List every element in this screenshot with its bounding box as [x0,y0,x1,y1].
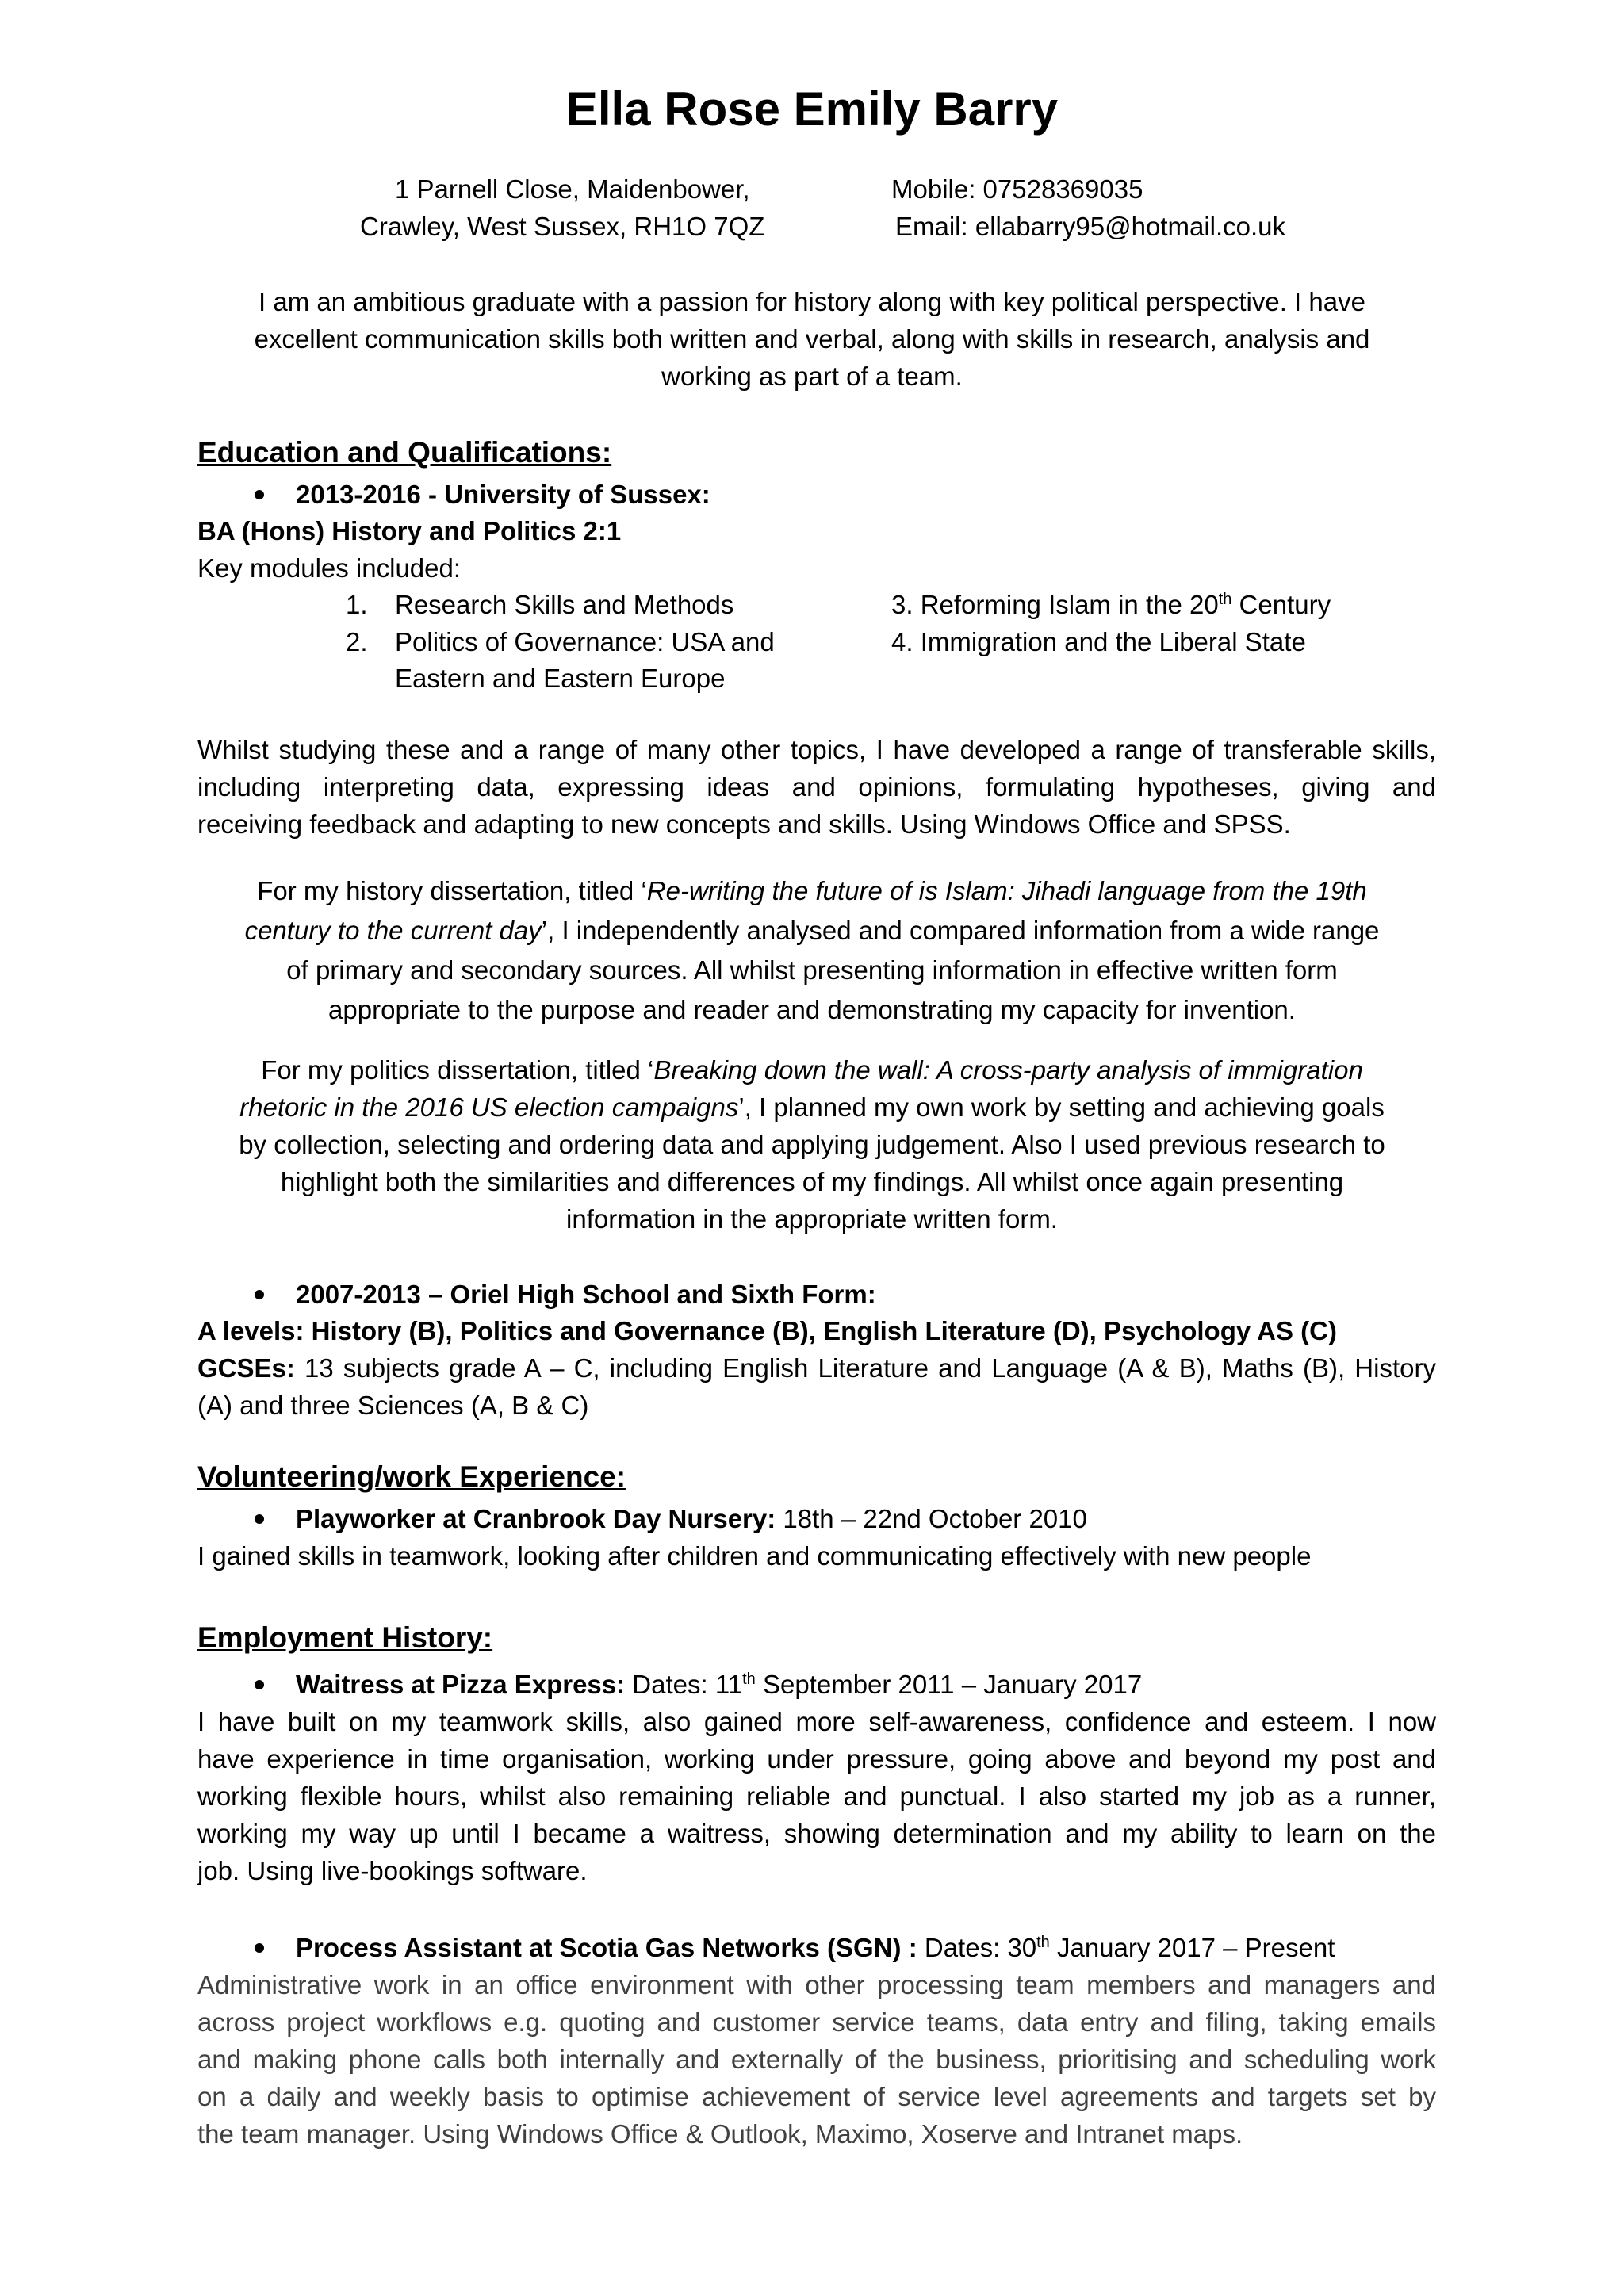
paragraph-line: have experience in time organisation, working under pressure, going above and beyond my post and [197,1744,1436,1774]
bullet-icon [255,1943,264,1953]
mobile: Mobile: 07528369035 [891,174,1143,204]
bullet-icon [255,1290,264,1299]
history-dissertation [0,871,1624,1030]
bullet-icon [255,490,264,499]
module-4: 4. Immigration and the Liberal State [891,627,1306,656]
paragraph-line: on a daily and weekly basis to optimise achievement of service level agreements and targets set by [197,2082,1436,2111]
job-1-role: Waitress at Pizza Express: [296,1670,626,1699]
paragraph-line: appropriate to the purpose and reader and demonstrating my capacity for invention. [328,995,1296,1024]
paragraph-line: highlight both the similarities and differences of my findings. All whilst once again presenting [280,1167,1344,1196]
module-1-number: 1. [346,590,368,619]
paragraph-line: For my politics dissertation, titled ‘Breaking down the wall: A cross-party analysis of immigration [261,1055,1363,1085]
volunteering-dates: 18th – 22nd October 2010 [776,1504,1087,1533]
degree: BA (Hons) History and Politics 2:1 [197,516,622,545]
module-3: 3. Reforming Islam in the 20th Century [891,590,1331,619]
volunteering-heading: Volunteering/work Experience: [197,1460,626,1493]
candidate-name: Ella Rose Emily Barry [565,82,1059,136]
paragraph-line: by collection, selecting and ordering data and applying judgement. Also I used previous research to [239,1130,1385,1159]
paragraph-line: and making phone calls both internally and externally of the business, prioritising and scheduling work [197,2045,1436,2074]
paragraph-line: receiving feedback and adapting to new concepts and skills. Using Windows Office and SPSS. [197,809,1291,839]
job-2-role: Process Assistant at Scotia Gas Networks (SGN) : [296,1933,917,1962]
paragraph-line: the team manager. Using Windows Office & Outlook, Maximo, Xoserve and Intranet maps. [197,2119,1243,2149]
module-2-number: 2. [346,627,368,656]
summary-line: excellent communication skills both written and verbal, along with skills in research, analysis and [254,324,1370,354]
paragraph-line: information in the appropriate written form. [566,1204,1058,1234]
paragraph-line: For my history dissertation, titled ‘Re-writing the future of is Islam: Jihadi language from the 19th [257,876,1367,905]
paragraph-line: job. Using live-bookings software. [197,1856,588,1885]
module-2-line-1: Politics of Governance: USA and [395,627,775,656]
a-levels: A levels: History (B), Politics and Governance (B), English Literature (D), Psychology AS (C) [197,1316,1337,1345]
module-1: Research Skills and Methods [395,590,734,619]
summary-line: I am an ambitious graduate with a passion for history along with key political perspective. I have [259,287,1365,316]
uni-title: 2013-2016 - University of Sussex: [296,480,710,509]
paragraph-line: across project workflows e.g. quoting and customer service teams, data entry and filing, taking emails [197,2007,1436,2037]
job-2-desc [197,1966,1436,2152]
paragraph-line: GCSEs: 13 subjects grade A – C, including English Literature and Language (A & B), Maths (B), History [197,1353,1436,1383]
paragraph-line: Administrative work in an office environment with other processing team members and managers and [197,1970,1436,1999]
gcses [197,1349,1436,1424]
paragraph-line: Whilst studying these and a range of many other topics, I have developed a range of transferable skills, [197,735,1436,764]
volunteering-desc: I gained skills in teamwork, looking after children and communicating effectively with new people [197,1541,1312,1571]
module-2-line-2: Eastern and Eastern Europe [395,664,726,693]
paragraph-line: of primary and secondary sources. All whilst presenting information in effective written form [286,955,1338,985]
job-1-desc [197,1703,1436,1889]
address-line-2: Crawley, West Sussex, RH1O 7QZ [360,212,765,241]
paragraph-line: working my way up until I became a waitress, showing determination and my ability to learn on the [197,1819,1436,1848]
email: Email: ellabarry95@hotmail.co.uk [895,212,1286,241]
address-line-1: 1 Parnell Close, Maidenbower, [395,174,750,204]
school-title: 2007-2013 – Oriel High School and Sixth Form: [296,1280,876,1309]
education-heading: Education and Qualifications: [197,436,612,469]
bullet-icon [255,1514,264,1524]
employment-heading: Employment History: [197,1621,493,1654]
summary [0,283,1624,395]
paragraph-line: including interpreting data, expressing ideas and opinions, formulating hypotheses, giving and [197,772,1436,802]
paragraph-line: (A) and three Sciences (A, B & C) [197,1391,589,1420]
summary-line: working as part of a team. [661,362,963,391]
bullet-icon [255,1680,264,1689]
volunteering-role: Playworker at Cranbrook Day Nursery: [296,1504,776,1533]
paragraph-line: century to the current day’, I independently analysed and compared information from a wide range [244,916,1380,945]
paragraph-line: I have built on my teamwork skills, also gained more self-awareness, confidence and esteem. I now [197,1707,1436,1736]
skills-paragraph [197,731,1436,843]
modules-intro: Key modules included: [197,553,462,583]
paragraph-line: working flexible hours, whilst also remaining reliable and punctual. I also started my job as a runner, [197,1781,1436,1811]
cv-page: Ella Rose Emily Barry 1 Parnell Close, Maidenbower, Crawley, West Sussex, RH1O 7QZ Mobile: 07528369035 Email: ellabarry95@hotmail.co.uk I am an ambitious graduate with a passion for history along with key political perspective. I have excellent communication skills both written and verbal, along with skills in research, analysis and working as part of a team. Education and Qualifications: 2013-2016 - University of Sussex: BA (Hons) History and Politics 2:1 Key modules included: 1. Research Skills and Methods 2. Politics of Governance: USA and Eastern and Eastern Europe 3. Reforming Islam in the 20th Century 4. Immigration and the Liberal State Whilst studying these and a range of many other topics, I have developed a range of transferable skills, including interpreting data, expressing ideas and opinions, formulating hypotheses, giving and receiving feedback and adapting to new concepts and skills. Using Windows Office and SPSS. For my history dissertation, titled ‘Re-writing the future of is Islam: Jihadi language from the 19th century to the current day’, I independently analysed and compared information from a wide range of primary and secondary sources. All whilst presenting information in effective written form appropriate to the purpose and reader and demonstrating my capacity for invention. For my politics dissertation, titled ‘Breaking down the wall: A cross-party analysis of immigration rhetoric in the 2016 US election campaigns’, I planned my own work by setting and achieving goals by collection, selecting and ordering data and applying judgement. Also I used previous research to highlight both the similarities and differences of my findings. All whilst once again presenting information in the appropriate written form. 2007-2013 – Oriel High School and Sixth Form: A levels: History (B), Politics and Governance (B), English Literature (D), Psychology AS (C) GCSEs: 13 subjects grade A – C, including English Literature and Language (A & B), Maths (B), History (A) and three Sciences (A, B & C) Volunteering/work Experience: Playworker at Cranbrook Day Nursery: 18th – 22nd October 2010 I gained skills in teamwork, looking after children and communicating effectively with new people Employment History: Waitress at Pizza Express: Dates: 11th September 2011 – January 2017 I have built on my teamwork skills, also gained more self-awareness, confidence and esteem. I now have experience in time organisation, working under pressure, going above and beyond my post and working flexible hours, whilst also remaining reliable and punctual. I also started my job as a runner, working my way up until I became a waitress, showing determination and my ability to learn on the job. Using live-bookings software. Process Assistant at Scotia Gas Networks (SGN) : Dates: 30th January 2017 – Present Administrative work in an office environment with other processing team members and managers and across project workflows e.g. quoting and customer service teams, data entry and filing, taking emails and making phone calls both internally and externally of the business, prioritising and scheduling work on a daily and weekly basis to optimise achievement of service level agreements and targets set by the team manager. Using Windows Office & Outlook, Maximo, Xoserve and Intranet maps. [0,0,1624,2296]
politics-dissertation [0,1051,1624,1238]
paragraph-line: rhetoric in the 2016 US election campaigns’, I planned my own work by setting and achieving goals [239,1093,1385,1122]
